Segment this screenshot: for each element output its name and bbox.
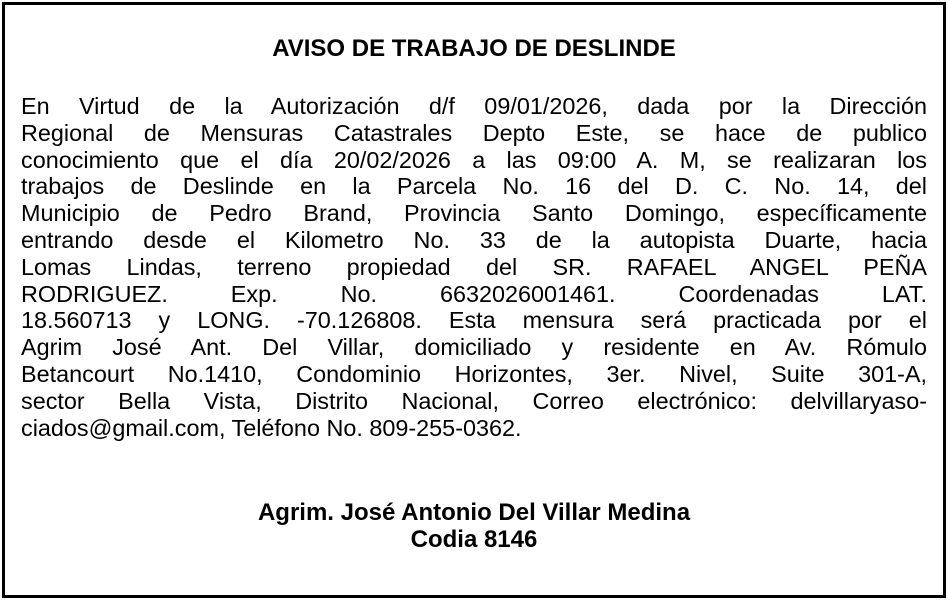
notice-box [2,2,946,598]
body-line: Municipio de Pedro Brand, Provincia Santo Domingo, específicamente [21,200,927,227]
body-line: 18.560713 y LONG. -70.126808. Esta mensura será practicada por el [21,307,927,334]
body-line: RODRIGUEZ. Exp. No. 6632026001461. Coordenadas LAT. [21,280,927,307]
notice-body [21,93,927,441]
signature-codia: Codia 8146 [410,526,538,553]
body-line: conocimiento que el día 20/02/2026 a las 09:00 A. M, se realizaran los [21,146,927,173]
body-line: entrando desde el Kilometro No. 33 de la autopista Duarte, hacia [21,226,927,253]
body-line: Betancourt No.1410, Condominio Horizontes, 3er. Nivel, Suite 301-A, [21,360,927,387]
body-line: trabajos de Deslinde en la Parcela No. 16 del D. C. No. 14, del [21,173,927,200]
signature-name: Agrim. José Antonio Del Villar Medina [257,499,691,526]
notice-title: AVISO DE TRABAJO DE DESLINDE [272,35,676,62]
body-line: En Virtud de la Autorización d/f 09/01/2026, dada por la Dirección [21,93,927,119]
body-line: Regional de Mensuras Catastrales Depto Este, se hace de publico [21,119,927,146]
body-line: Agrim José Ant. Del Villar, domiciliado y residente en Av. Rómulo [21,334,927,361]
signature-block [5,499,943,553]
body-line: Lomas Lindas, terreno propiedad del SR. RAFAEL ANGEL PEÑA [21,253,927,280]
body-line: sector Bella Vista, Distrito Nacional, Correo electrónico: delvillaryaso- [21,387,927,414]
body-line: ciados@gmail.com, Teléfono No. 809-255-0362. [21,414,522,441]
